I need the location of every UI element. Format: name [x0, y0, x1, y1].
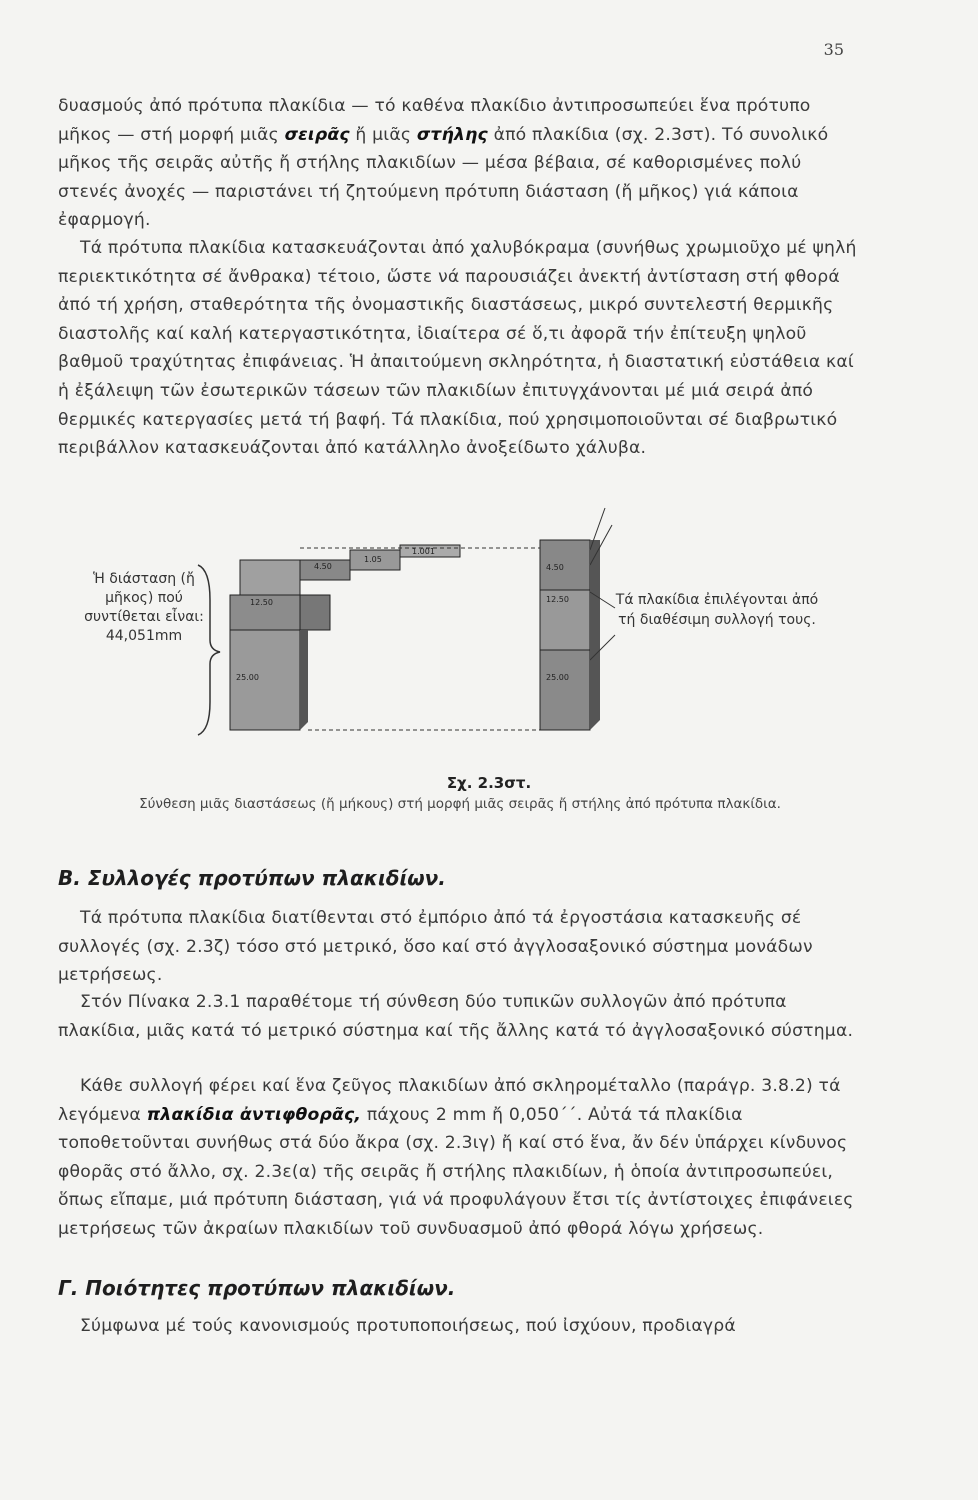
- emphasis-wear-blocks: πλακίδια ἀντιφθορᾶς,: [146, 1104, 362, 1125]
- col-label-25: 25.00: [546, 673, 569, 682]
- block-4-5-base: [240, 560, 300, 595]
- page-number: 35: [823, 40, 844, 59]
- label-4-5: 4.50: [314, 562, 332, 571]
- paragraph-5: Κάθε συλλογή φέρει καί ἕνα ζεῦγος πλακιδίων ἀπό σκληρομέταλλο (παράγρ. 3.8.2) τά λεγόμενα πλακίδια ἀντιφθορᾶς, πάχους 2 mm ἤ 0,050΄΄. Αὐτά τά πλακίδια τοποθετοῦνται συνήθως στά δύο ἄκρα (σχ. 2.3ιγ) ἤ καί στό ἕνα, ἄν δέν ὑπάρχει κίνδυνος φθορᾶς στό ἄλλο, σχ. 2.3ε(α) τῆς σειρᾶς ἤ στήλης πλακιδίων, ἡ ὁποία ἀντιπροσωπεύει, ὅπως εἴπαμε, μιά πρότυπη διάσταση, γιά νά προφυλάγουν ἔτσι τίς ἀντίστοιχες ἐπιφάνειες μετρήσεως τῶν ἀκραίων πλακιδίων τοῦ συνδυασμοῦ ἀπό φθορά λόγω χρήσεως.: [58, 1076, 854, 1239]
- col-block-25: [540, 650, 590, 730]
- figure-number: Σχ. 2.3στ.: [446, 774, 532, 792]
- figure-caption: Σύνθεση μιᾶς διαστάσεως (ἤ μήκους) στή μορφή μιᾶς σειρᾶς ἤ στήλης ἀπό πρότυπα πλακίδια.: [139, 796, 781, 812]
- emphasis-column: στήλης: [416, 124, 488, 145]
- figure-right-label: Τά πλακίδια ἐπιλέγονται ἀπό τή διαθέσιμη συλλογή τους.: [615, 592, 819, 628]
- paragraph-3: Τά πρότυπα πλακίδια διατίθενται στό ἐμπόριο ἀπό τά ἐργοστάσια κατασκευῆς σέ συλλογές (σχ. 2.3ζ) τόσο στό μετρικό, ὅσο καί στό ἀγγλοσαξονικό σύστημα μονάδων μετρήσεως.: [58, 908, 813, 986]
- col-label-4-5: 4.50: [546, 563, 564, 572]
- paragraph-2: Τά πρότυπα πλακίδια κατασκευάζονται ἀπό χαλυβόκραμα (συνήθως χρωμιοῦχο μέ ψηλή περιεκτικότητα σέ ἄνθρακα) τέτοιο, ὥστε νά παρουσιάζει ἀνεκτή ἀντίσταση στή φθορά ἀπό τή χρήση, σταθερότητα τῆς ὀνομαστικῆς διαστάσεως, μικρό συντελεστή θερμικῆς διαστολῆς καί καλή κατεργαστικότητα, ἰδιαίτερα σέ ὅ,τι ἀφορᾶ τήν ἐπίτευξη ψηλοῦ βαθμοῦ τραχύτητας ἐπιφάνειας. Ἡ ἀπαιτούμενη σκληρότητα, ἡ διαστατική εὐστάθεια καί ἡ ἐξάλειψη τῶν ἐσωτερικῶν τάσεων τῶν πλακιδίων ἐπιτυγχάνονται μέ μιά σειρά ἀπό θερμικές κατεργασίες μετά τή βαφή. Τά πλακίδια, πού χρησιμοποιοῦνται σέ διαβρωτικό περιβάλλον κατασκευάζονται ἀπό κατάλληλο ἀνοξείδωτο χάλυβα.: [58, 238, 857, 459]
- heading-c: Γ. Ποιότητες προτύπων πλακιδίων.: [58, 1276, 456, 1300]
- paragraph-4: Στόν Πίνακα 2.3.1 παραθέτομε τή σύνθεση δύο τυπικῶν συλλογῶν ἀπό πρότυπα πλακίδια, μιᾶς κατά τό μετρικό σύστημα καί τῆς ἄλλης κατά τό ἀγγλοσαξονικό σύστημα.: [58, 992, 854, 1041]
- block-12-5-side: [300, 595, 330, 630]
- label-12-5: 12.50: [250, 598, 273, 607]
- paragraph-6: Σύμφωνα μέ τούς κανονισμούς προτυποποιήσεως, πού ἰσχύουν, προδιαγρά: [80, 1316, 736, 1336]
- gauge-block-diagram: [60, 490, 860, 790]
- figure-left-label: Ἡ διάσταση (ἤ μῆκος) πού συντίθεται εἶναι: 44,051mm: [84, 571, 204, 644]
- label-25: 25.00: [236, 673, 259, 682]
- left-brace: [198, 565, 220, 735]
- paragraph-1: δυασμούς ἀπό πρότυπα πλακίδια — τό καθένα πλακίδιο ἀντιπροσωπεύει ἕνα πρότυπο μῆκος — στή μορφή μιᾶς σειρᾶς ἤ μιᾶς στήλης ἀπό πλακίδια (σχ. 2.3στ). Τό συνολικό μῆκος τῆς σειρᾶς αὐτῆς ἤ στήλης πλακιδίων — μέσα βέβαια, σέ καθορισμένες πολύ στενές ἀνοχές — παριστάνει τή ζητούμενη πρότυπη διάσταση (ἤ μῆκος) γιά κάποια ἐφαρμογή.: [58, 96, 829, 231]
- emphasis-series: σειρᾶς: [284, 124, 350, 145]
- col-label-12-5: 12.50: [546, 595, 569, 604]
- label-1-001: 1.001: [412, 547, 435, 556]
- label-1-05: 1.05: [364, 555, 382, 564]
- figure-gauge-blocks: [60, 490, 860, 790]
- heading-b: Β. Συλλογές προτύπων πλακιδίων.: [58, 866, 446, 890]
